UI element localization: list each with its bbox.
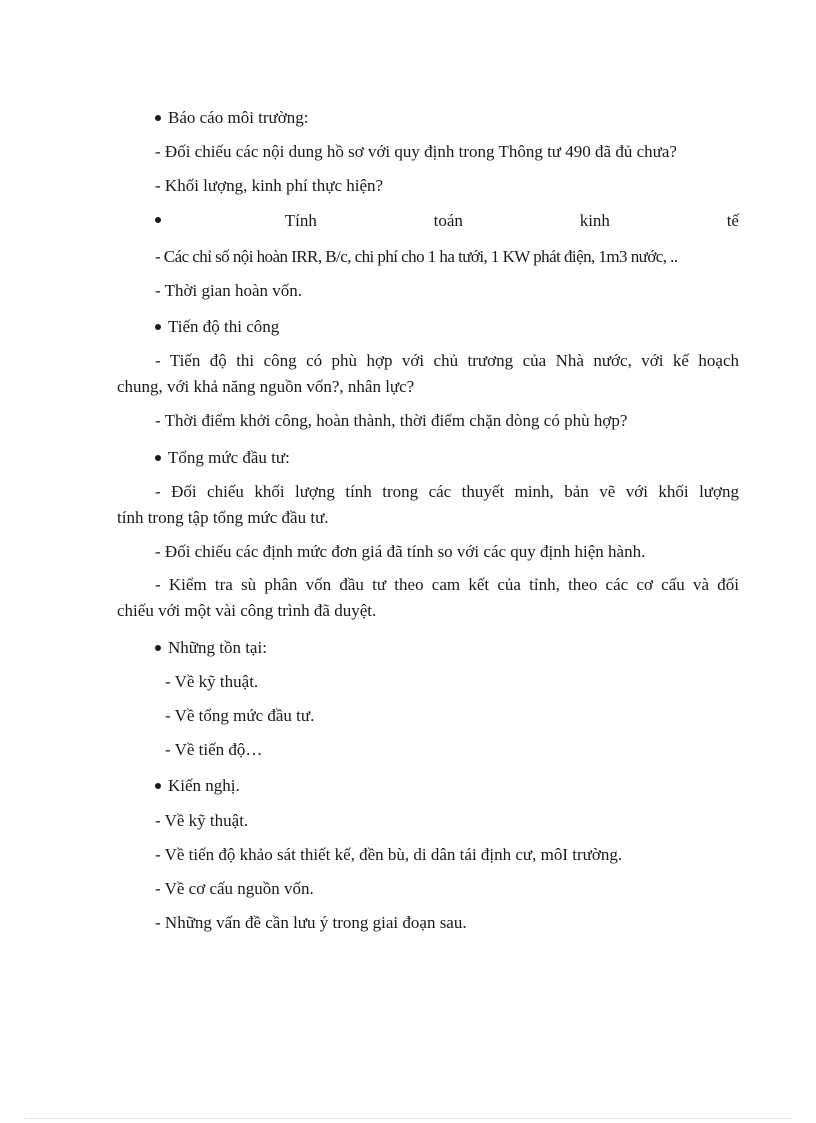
env-heading	[155, 108, 308, 128]
issues-item: - Về kỹ thuật.	[165, 672, 259, 691]
schedule-heading	[155, 317, 279, 337]
investment-item-1-line-1: - Đối chiếu khối lượng tính trong các thuyết minh, bản vẽ với khối lượng	[155, 482, 739, 501]
recommend-item: - Về cơ cấu nguồn vốn.	[155, 879, 314, 898]
investment-heading-text: Tổng mức đầu tư:	[168, 448, 290, 467]
investment-item-2: - Đối chiếu các định mức đơn giá đã tính so với các quy định hiện hành.	[155, 542, 646, 561]
env-heading-text: Báo cáo môi trường:	[168, 108, 309, 127]
recommend-item: - Những vấn đề cần lưu ý trong giai đoạn sau.	[155, 913, 467, 932]
bullet-icon	[155, 115, 161, 121]
bullet-icon	[155, 645, 161, 651]
investment-item-3-line-1: - Kiểm tra sù phân vốn đầu tư theo cam kết của tỉnh, theo các cơ cấu và đối	[155, 575, 739, 594]
recommend-heading	[155, 776, 240, 796]
econ-item-2: - Thời gian hoàn vốn.	[155, 281, 303, 300]
econ-heading-word: kinh	[579, 211, 610, 230]
bullet-icon	[155, 783, 161, 789]
schedule-heading-text: Tiến độ thi công	[168, 317, 280, 336]
page-bottom-divider	[24, 1118, 792, 1119]
issues-heading-text: Những tồn tại:	[168, 638, 267, 657]
econ-heading	[155, 211, 739, 231]
recommend-item: - Về tiến độ khảo sát thiết kế, đền bù, di dân tái định cư, môI trường.	[155, 845, 623, 864]
investment-item-3-line-2: chiếu với một vài công trình đã duyệt.	[117, 601, 377, 620]
investment-item-1-line-2: tính trong tập tổng mức đầu tư.	[117, 508, 329, 527]
econ-heading-word: Tính	[284, 211, 317, 230]
issues-item: - Về tổng mức đầu tư.	[165, 706, 315, 725]
recommend-heading-text: Kiến nghị.	[168, 776, 240, 795]
recommend-item: - Về kỹ thuật.	[155, 811, 249, 830]
bullet-icon	[155, 217, 161, 223]
schedule-item-1-line-1: - Tiến độ thi công có phù hợp với chủ trương của Nhà nước, với kế hoạch	[155, 351, 739, 370]
schedule-item-2: - Thời điểm khởi công, hoàn thành, thời điểm chặn dòng có phù hợp?	[155, 411, 628, 430]
bullet-icon	[155, 455, 161, 461]
env-item-1: - Đối chiếu các nội dung hồ sơ với quy định trong Thông tư 490 đã đủ chưa?	[155, 142, 677, 161]
env-item-2: - Khối lượng, kinh phí thực hiện?	[155, 176, 384, 195]
econ-heading-word: toán	[433, 211, 463, 230]
bullet-icon	[155, 324, 161, 330]
investment-heading	[155, 448, 290, 468]
econ-heading-word: tế	[726, 211, 739, 230]
schedule-item-1-line-2: chung, với khả năng nguồn vốn?, nhân lực?	[117, 377, 415, 396]
issues-item: - Về tiến độ…	[165, 740, 263, 759]
issues-heading	[155, 638, 267, 658]
econ-item-1: - Các chỉ số nội hoàn IRR, B/c, chi phí cho 1 ha tưới, 1 KW phát điện, 1m3 nước, ..	[155, 247, 678, 266]
